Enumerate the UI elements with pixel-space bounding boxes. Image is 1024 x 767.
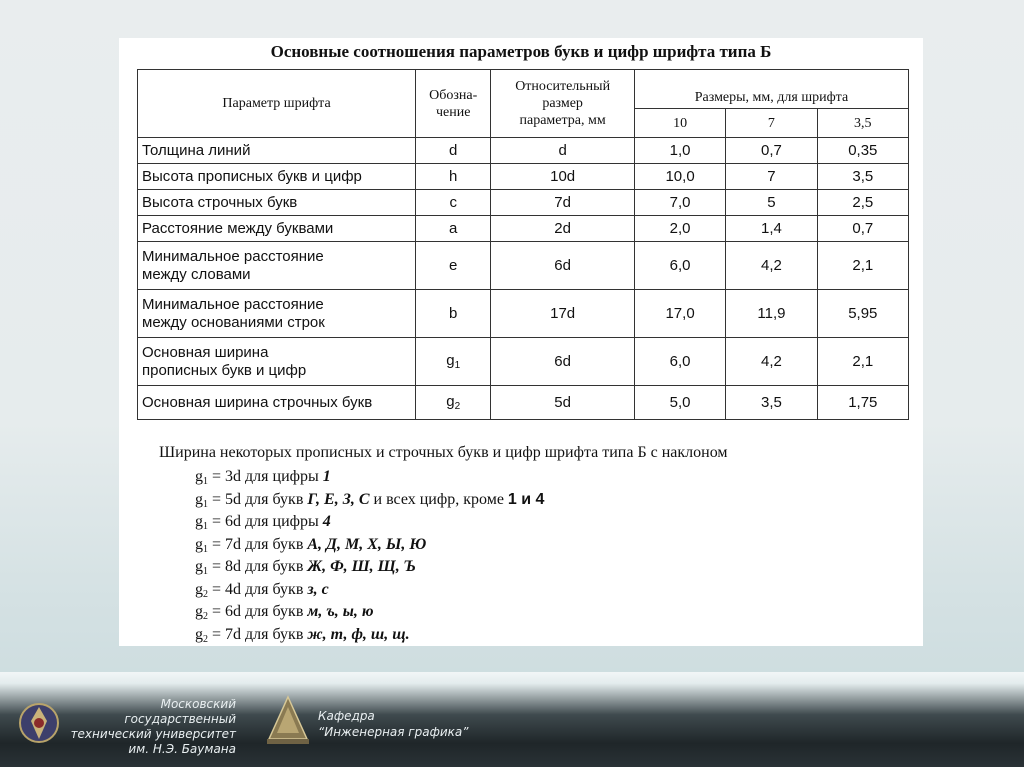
slide-sheet: [119, 38, 923, 646]
department-logo-icon: [265, 693, 311, 747]
list-item: g2 = 4d для букв з, с: [195, 580, 329, 600]
param-name: Расстояние между буквами: [138, 216, 416, 242]
size-10-value: 7,0: [634, 190, 725, 216]
param-name: Высота прописных букв и цифр: [138, 164, 416, 190]
size-7-value: 11,9: [726, 290, 817, 338]
size-10-value: 6,0: [634, 242, 725, 290]
size-3-5-value: 2,1: [817, 242, 908, 290]
size-7-value: 1,4: [726, 216, 817, 242]
relative-size: 6d: [491, 338, 635, 386]
relative-size: 7d: [491, 190, 635, 216]
designation: $g_2$: [416, 386, 491, 420]
size-3-5-value: 5,95: [817, 290, 908, 338]
size-10-value: 6,0: [634, 338, 725, 386]
size-3-5-value: 0,35: [817, 138, 908, 164]
table-row: [138, 386, 909, 420]
param-name: Основная ширина строчных букв: [138, 386, 416, 420]
table-row: [138, 190, 909, 216]
size-7-value: 4,2: [726, 242, 817, 290]
parameters-table: [137, 69, 909, 420]
size-7-value: 5: [726, 190, 817, 216]
size-7-value: 0,7: [726, 138, 817, 164]
header-relative: Относительный размер параметра, мм: [491, 70, 635, 138]
relative-size: 5d: [491, 386, 635, 420]
table-row: [138, 338, 909, 386]
size-7-value: 3,5: [726, 386, 817, 420]
param-name: Толщина линий: [138, 138, 416, 164]
designation: a: [416, 216, 491, 242]
designation: b: [416, 290, 491, 338]
size-7-value: 4,2: [726, 338, 817, 386]
table-row: [138, 242, 909, 290]
university-emblem-icon: [18, 699, 60, 747]
relative-size: 2d: [491, 216, 635, 242]
list-item: g1 = 6d для цифры 4: [195, 513, 331, 532]
institution-line-3: им. Н.Э. Баумана: [128, 742, 236, 756]
size-7-value: 7: [726, 164, 817, 190]
param-name: Основная ширина прописных букв и цифр: [138, 338, 416, 386]
table-row: [138, 138, 909, 164]
list-item: g1 = 5d для букв Г, Е, З, С и всех цифр, кроме 1 и 4: [195, 490, 545, 510]
width-notes: [159, 444, 899, 646]
list-item: g1 = 3d для цифры 1: [195, 468, 331, 487]
header-param: Параметр шрифта: [138, 70, 416, 138]
header-designation: Обозна- чение: [416, 70, 491, 138]
designation: c: [416, 190, 491, 216]
department-name: [318, 708, 518, 740]
table-body: [138, 138, 909, 420]
size-10-value: 1,0: [634, 138, 725, 164]
notes-list: [159, 466, 899, 646]
designation: e: [416, 242, 491, 290]
size-3-5-value: 1,75: [817, 386, 908, 420]
size-3-5-value: 0,7: [817, 216, 908, 242]
institution-line-1: Московский государственный: [124, 697, 236, 726]
institution-name: [66, 697, 236, 757]
department-line-1: Кафедра: [318, 709, 375, 723]
list-item: g1 = 8d для букв Ж, Ф, Ш, Щ, Ъ: [195, 558, 416, 577]
list-item: g2 = 7d для букв ж, т, ф, ш, щ.: [195, 625, 410, 645]
table-row: [138, 290, 909, 338]
designation: $g_1$: [416, 338, 491, 386]
designation: h: [416, 164, 491, 190]
institution-line-2: технический университет: [70, 727, 236, 741]
param-name: Минимальное расстояние между основаниями строк: [138, 290, 416, 338]
size-10-value: 5,0: [634, 386, 725, 420]
header-size-3-5: 3,5: [817, 109, 908, 138]
header-size-7: 7: [726, 109, 817, 138]
header-sizes: Размеры, мм, для шрифта: [634, 70, 908, 109]
list-item: g2 = 6d для букв м, ъ, ы, ю: [195, 603, 374, 622]
list-item: g1 = 7d для букв А, Д, М, Х, Ы, Ю: [195, 535, 427, 555]
size-10-value: 17,0: [634, 290, 725, 338]
param-name: Минимальное расстояние между словами: [138, 242, 416, 290]
size-3-5-value: 2,5: [817, 190, 908, 216]
header-size-10: 10: [634, 109, 725, 138]
designation: d: [416, 138, 491, 164]
size-10-value: 10,0: [634, 164, 725, 190]
slide-title: Основные соотношения параметров букв и цифр шрифта типа Б: [270, 42, 772, 61]
relative-size: d: [491, 138, 635, 164]
size-3-5-value: 2,1: [817, 338, 908, 386]
relative-size: 6d: [491, 242, 635, 290]
notes-heading: Ширина некоторых прописных и строчных букв и цифр шрифта типа Б с наклоном: [159, 444, 728, 461]
size-10-value: 2,0: [634, 216, 725, 242]
param-name: Высота строчных букв: [138, 190, 416, 216]
relative-size: 17d: [491, 290, 635, 338]
relative-size: 10d: [491, 164, 635, 190]
table-row: [138, 164, 909, 190]
table-row: [138, 216, 909, 242]
size-3-5-value: 3,5: [817, 164, 908, 190]
department-line-2: “Инженерная графика”: [318, 725, 469, 739]
